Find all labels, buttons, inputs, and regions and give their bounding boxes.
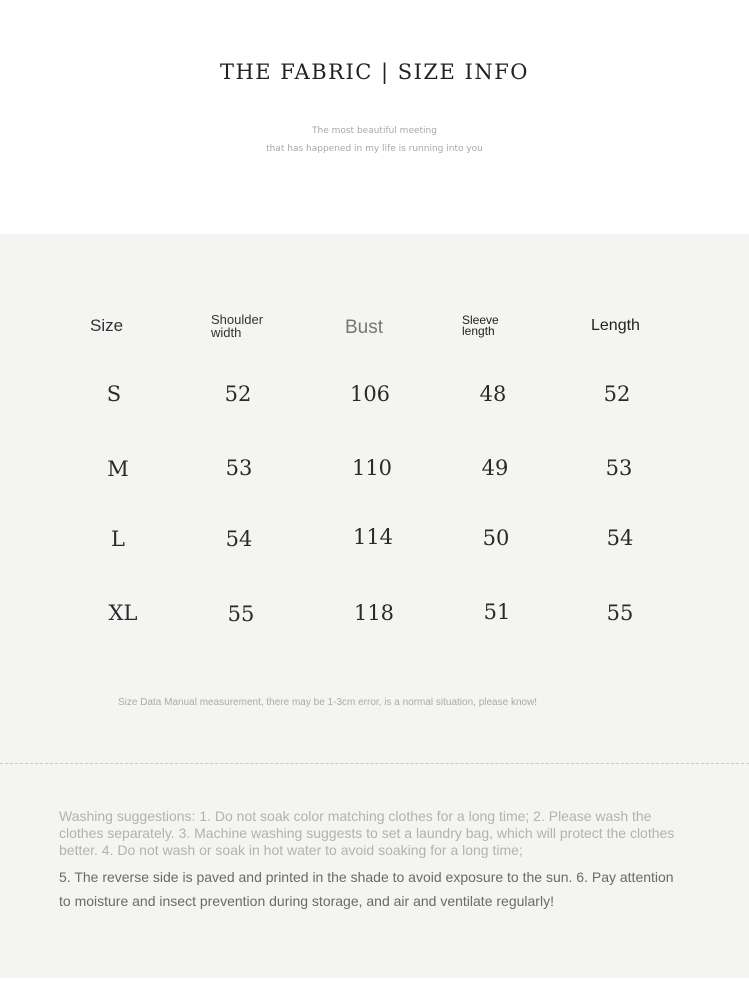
subtitle-line-1: The most beautiful meeting [312,126,437,136]
cell-shoulder: 55 [227,602,255,626]
cell-sleeve: 50 [482,526,510,550]
cell-sleeve: 48 [479,382,507,406]
washing-suggestions: Washing suggestions: 1. Do not soak color matching clothes for a long time; 2. Please wash the clothes separately. 3. Machine washing suggests to set a laundry bag, which will protect the clothes better. 4. Do not wash or soak in hot water to avoid soaking for a long time; [59,808,675,858]
cell-sleeve: 51 [483,600,511,624]
cell-shoulder: 54 [225,527,253,551]
cell-sleeve: 49 [481,456,509,480]
header-section [0,0,749,234]
bottom-strip [0,978,749,994]
cell-bust: 110 [351,456,393,480]
cell-size: L [111,527,125,551]
subtitle-line-2: that has happened in my life is running into you [266,144,483,154]
header-bust: Bust [345,317,384,338]
header-shoulder-line2: width [211,325,242,340]
dashed-divider [0,763,749,764]
header-size: Size [90,316,124,335]
page-title: THE FABRIC | SIZE INFO [219,60,529,84]
header-sleeve-line2: length [462,324,495,338]
cell-length: 55 [606,601,634,625]
header-shoulder-line1: Shoulder [211,312,264,327]
cell-bust: 118 [353,601,395,625]
header-sleeve-line1: Sleeve [462,313,499,327]
cell-size: S [106,382,122,406]
cell-shoulder: 53 [225,456,253,480]
cell-bust: 106 [349,382,391,406]
cell-shoulder: 52 [224,382,252,406]
header-shoulder-width [211,313,291,339]
header-length: Length [591,317,640,334]
header-sleeve-length [462,315,522,337]
washing-suggestions-continued: 5. The reverse side is paved and printed in the shade to avoid exposure to the sun. 6. Pay attention to moisture and insect prevention during storage, and air and ventilate regularly! [59,869,674,909]
cell-size: M [107,457,129,481]
cell-bust: 114 [352,525,394,549]
cell-size: XL [108,601,138,625]
cell-length: 53 [605,456,633,480]
cell-length: 54 [606,526,634,550]
measurement-note: Size Data Manual measurement, there may be 1-3cm error, is a normal situation, please know! [118,697,538,708]
cell-length: 52 [603,382,631,406]
